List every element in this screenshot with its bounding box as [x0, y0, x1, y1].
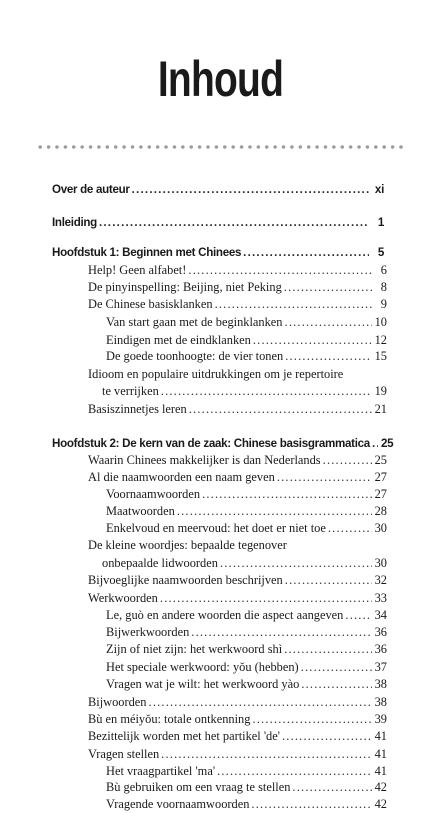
toc-page-number: 37	[374, 660, 387, 674]
dot-leader	[285, 572, 372, 589]
toc-page-number: 39	[374, 712, 387, 726]
toc-page-number: 6	[380, 263, 387, 277]
dot-leader	[161, 383, 372, 400]
toc-entry-label: Bijwoorden	[88, 695, 147, 709]
toc-entry-label: Inleiding	[52, 216, 97, 229]
toc-entry[interactable]	[0, 262, 441, 279]
dot-leader	[284, 279, 372, 296]
toc-entry-label: Bezittelijk worden met het partikel 'de'	[88, 729, 280, 743]
toc-page-number: 34	[374, 608, 387, 622]
dot-leader	[160, 590, 372, 607]
toc-entry-label: Waarin Chinees makkelijker is dan Nederlands	[88, 453, 321, 467]
toc-page-number: 9	[380, 297, 387, 311]
toc-page-number: 36	[374, 642, 387, 656]
toc-page-number: 25	[374, 453, 387, 467]
toc-entry[interactable]	[0, 624, 441, 641]
toc-entry-label: Vragende voornaamwoorden	[106, 797, 250, 811]
toc-entry[interactable]	[0, 366, 441, 383]
toc-page-number: 21	[374, 402, 387, 416]
toc-entry[interactable]	[0, 763, 441, 780]
dotted-divider	[36, 145, 406, 149]
toc-entry-label: Vragen wat je wilt: het werkwoord yào	[106, 677, 300, 691]
dot-leader	[277, 469, 372, 486]
toc-entry-label: De goede toonhoogte: de vier tonen	[106, 349, 284, 363]
toc-page-number: 32	[374, 573, 387, 587]
dot-leader	[285, 348, 371, 365]
toc-entry-label: Bijwerkwoorden	[106, 625, 190, 639]
dot-leader	[345, 607, 371, 624]
toc-page-number: 42	[374, 797, 387, 811]
toc-chapter-entry[interactable]	[0, 181, 441, 198]
toc-page-number: 25	[380, 437, 394, 450]
toc-page-number: 19	[374, 384, 387, 398]
dot-leader	[132, 181, 369, 198]
toc-entry[interactable]	[0, 520, 441, 537]
toc-entry-label: Basiszinnetjes leren	[88, 402, 187, 416]
toc-entry[interactable]	[0, 607, 441, 624]
dot-leader	[191, 624, 371, 641]
toc-entry-label: Le, guò en andere woorden die aspect aangeven	[106, 608, 344, 622]
dot-leader	[252, 711, 371, 728]
dot-leader	[292, 779, 371, 796]
toc-entry[interactable]	[0, 469, 441, 486]
toc-entry[interactable]	[0, 555, 441, 572]
toc-page-number: 30	[374, 521, 387, 535]
toc-entry[interactable]	[0, 796, 441, 813]
toc-page-number: 28	[374, 504, 387, 518]
dot-leader	[323, 452, 372, 469]
toc-entry-label: Eindigen met de eindklanken	[106, 333, 251, 347]
dot-leader	[285, 314, 372, 331]
dot-leader	[301, 676, 371, 693]
page-title: Inhoud	[157, 51, 284, 107]
toc-page-number: 15	[374, 349, 387, 363]
toc-chapter-entry[interactable]	[0, 214, 441, 231]
toc-entry[interactable]	[0, 452, 441, 469]
toc-entry-label: Al die naamwoorden een naam geven	[88, 470, 275, 484]
dot-leader	[188, 262, 372, 279]
toc-entry[interactable]	[0, 590, 441, 607]
dot-leader	[149, 694, 372, 711]
dot-leader	[215, 296, 372, 313]
toc-page-number: 8	[380, 280, 387, 294]
dot-leader	[284, 641, 371, 658]
toc-entry-label: Maatwoorden	[106, 504, 175, 518]
toc-entry-label: Idioom en populaire uitdrukkingen om je repertoire	[88, 367, 344, 381]
dot-leader	[189, 401, 372, 418]
toc-entry-label: Werkwoorden	[88, 591, 158, 605]
toc-chapter-entry[interactable]	[0, 435, 441, 452]
toc-entry-label: Hoofdstuk 2: De kern van de zaak: Chinese basisgrammatica	[52, 437, 370, 450]
toc-entry[interactable]	[0, 728, 441, 745]
toc-page-number: 42	[374, 780, 387, 794]
dot-leader	[251, 796, 371, 813]
toc-page-number: 10	[374, 315, 387, 329]
toc-entry-label: De pinyinspelling: Beijing, niet Peking	[88, 280, 282, 294]
toc-page-number: 27	[374, 470, 387, 484]
toc-entry-label: De kleine woordjes: bepaalde tegenover	[88, 538, 287, 552]
toc-entry-label: Van start gaan met de beginklanken	[106, 315, 283, 329]
toc-page-number: 1	[377, 216, 384, 229]
toc-entry[interactable]	[0, 503, 441, 520]
dot-leader	[217, 763, 372, 780]
toc-entry[interactable]	[0, 296, 441, 313]
toc-entry[interactable]	[0, 332, 441, 349]
toc-page-number: 41	[374, 747, 387, 761]
toc-entry-label: Bù en méiyǒu: totale ontkenning	[88, 712, 251, 726]
dot-leader	[372, 435, 378, 452]
toc-entry[interactable]	[0, 348, 441, 365]
toc-entry-label: Voornaamwoorden	[106, 487, 201, 501]
toc-entry-label: Hoofdstuk 1: Beginnen met Chinees	[52, 246, 242, 259]
toc-page-number: 12	[374, 333, 387, 347]
toc-page-number: 38	[374, 695, 387, 709]
toc-entry-label: te verrijken	[102, 384, 159, 398]
dot-leader	[161, 746, 371, 763]
toc-page-number: 41	[374, 764, 387, 778]
toc-entry-label: Help! Geen alfabet!	[88, 263, 187, 277]
dot-leader	[282, 728, 372, 745]
toc-entry[interactable]	[0, 572, 441, 589]
toc-entry[interactable]	[0, 401, 441, 418]
toc-entry[interactable]	[0, 659, 441, 676]
toc-entry-label: Bù gebruiken om een vraag te stellen	[106, 780, 291, 794]
toc-entry[interactable]	[0, 486, 441, 503]
toc-page-number: 38	[374, 677, 387, 691]
toc-entry[interactable]	[0, 746, 441, 763]
toc-page-number: 36	[374, 625, 387, 639]
toc-entry-label: Het vraagpartikel 'ma'	[106, 764, 216, 778]
toc-entry-label: Enkelvoud en meervoud: het doet er niet toe	[106, 521, 326, 535]
dot-leader	[243, 244, 369, 261]
toc-page-number: 5	[377, 246, 384, 259]
toc-entry[interactable]	[0, 314, 441, 331]
toc-entry-label: Over de auteur	[52, 183, 130, 196]
toc-entry-label: Het speciale werkwoord: yǒu (hebben)	[106, 660, 299, 674]
toc-entry[interactable]	[0, 779, 441, 796]
toc-entry[interactable]	[0, 676, 441, 693]
toc-entry-label: Bijvoeglijke naamwoorden beschrijven	[88, 573, 283, 587]
dot-leader	[177, 503, 372, 520]
dot-leader	[220, 555, 372, 572]
toc-entry-label: Zijn of niet zijn: het werkwoord shì	[106, 642, 283, 656]
toc-page-number: 27	[374, 487, 387, 501]
dot-leader	[99, 214, 369, 231]
toc-entry[interactable]	[0, 537, 441, 554]
toc-entry[interactable]	[0, 694, 441, 711]
toc-entry[interactable]	[0, 383, 441, 400]
toc-entry[interactable]	[0, 641, 441, 658]
toc-entry-label: De Chinese basisklanken	[88, 297, 213, 311]
toc-entry[interactable]	[0, 711, 441, 728]
toc-entry[interactable]	[0, 279, 441, 296]
toc-entry-label: onbepaalde lidwoorden	[102, 556, 218, 570]
toc-page-number: xi	[374, 183, 384, 196]
toc-entry-label: Vragen stellen	[88, 747, 160, 761]
dot-leader	[253, 332, 372, 349]
dot-leader	[202, 486, 372, 503]
toc-page-number: 30	[374, 556, 387, 570]
toc-page-number: 33	[374, 591, 387, 605]
toc-chapter-entry[interactable]	[0, 244, 441, 261]
dot-leader	[301, 659, 372, 676]
toc-page-number: 41	[374, 729, 387, 743]
dot-leader	[328, 520, 372, 537]
